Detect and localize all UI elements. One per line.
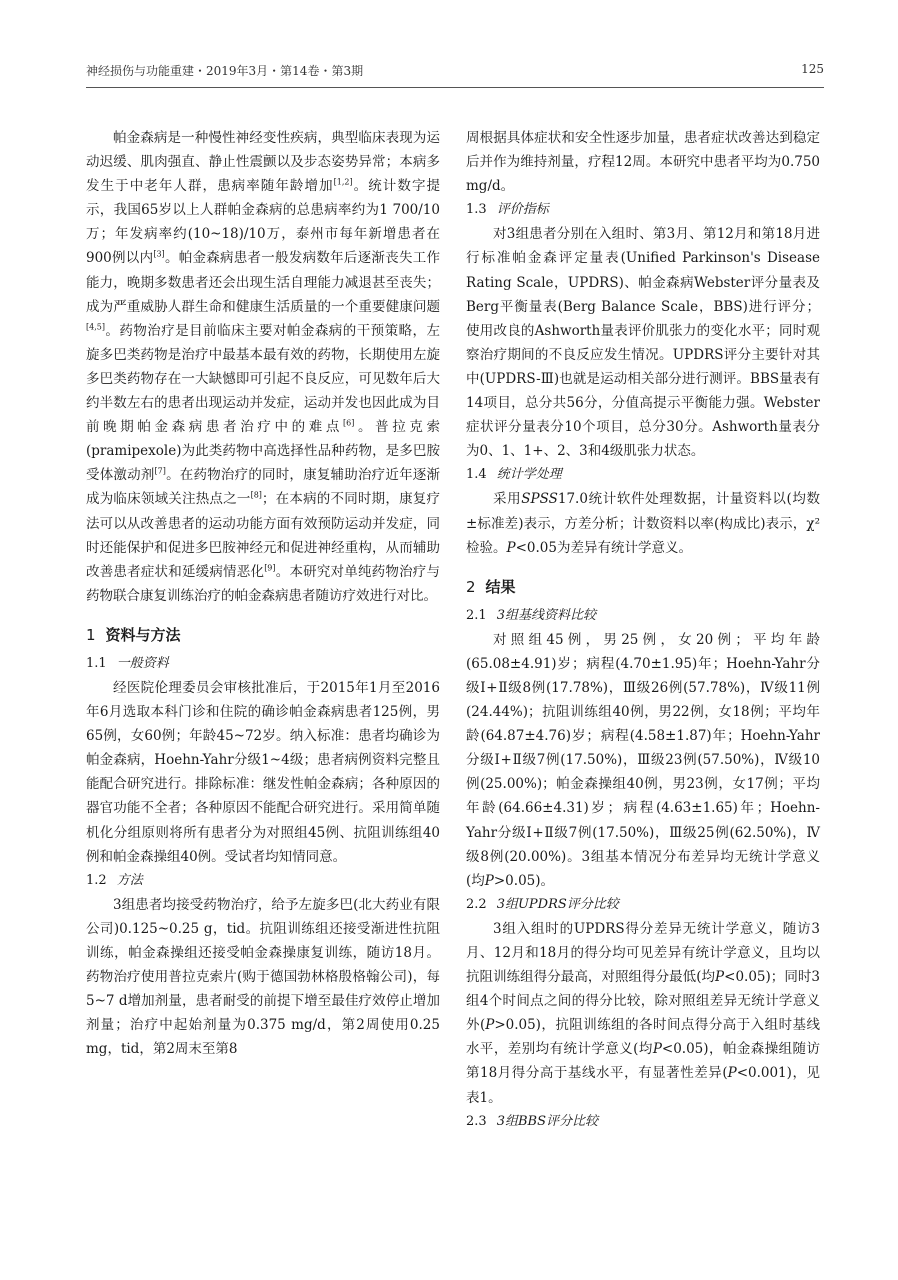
citation-8: [8] [250, 490, 262, 500]
general-data-paragraph: 经医院伦理委员会审核批准后，于2015年1月至2016年6月选取本科门诊和住院的确诊帕金森病患者125例，男65例，女60例；年龄45~72岁。纳入标准：患者均确诊为帕金森病，Hoehn-Yahr分级1~4级；患者病例资料完整且能配合研究进行。排除标准：继发性帕金森病；各种原因的器官功能不全者；各种原因不能配合研究进行。采用简单随机化分组原则将所有患者分为对照组45例、抗阻训练组40例和帕金森操组40例。受试者均知情同意。 [86, 679, 440, 865]
updrs-text-4: <0.05)，帕金森操组随访第18月得分高于基线水平，有显著性差异( [466, 1041, 820, 1082]
section-number: 2 [466, 577, 476, 596]
section-heading-methods [86, 623, 440, 647]
intro-text-7: ；在本病的不同时期，康复疗法可以从改善患者的运动功能方面有效预防运动并发症，同时还能保护和促进多巴胺神经元和促进神经重构，从而辅助改善患者症状和延缓病情恶化 [86, 491, 440, 580]
header-rule [86, 87, 824, 88]
section-title: 资料与方法 [105, 625, 181, 644]
intro-text-6: 。在药物治疗的同时，康复辅助治疗近年逐渐成为临床领域关注热点之一 [86, 467, 440, 508]
stats-text-3: <0.05为差异有统计学意义。 [515, 539, 692, 556]
citation-7: [7] [154, 466, 166, 476]
updrs-text-3: >0.05)，抗阻训练组的各时间点得分高于入组时基线水平，差别均有统计学意义(均 [466, 1017, 820, 1058]
subsection-number: 1.4 [466, 467, 487, 483]
baseline-text-1: 对照组45例，男25例，女20例；平均年龄(65.08±4.91)岁；病程(4.70±1.95)年；Hoehn-Yahr分级Ⅰ+Ⅱ级8例(17.78%)，Ⅲ级26例(57.78%)，Ⅳ级11例(24.44%)；抗阻训练组40例，男22例，女18例；平均年龄(64.87±4.76)岁；病程(4.58±1.87)年；Hoehn-Yahr分级Ⅰ+Ⅱ级7例(17.50%)，Ⅲ级23例(57.50%)，Ⅳ级10例(25.00%)；帕金森操组40例，男23例，女17例；平均年龄(64.66±4.31)岁；病程(4.63±1.65)年；Hoehn-Yahr分级Ⅰ+Ⅱ级7例(17.50%)，Ⅲ级25例(62.50%)，Ⅳ级8例(20.00%)。3组基本情况分布差异均无统计学意义(均 [466, 631, 820, 889]
section-title: 结果 [485, 577, 516, 596]
p-symbol: P [727, 1065, 737, 1082]
subsection-title: 统计学处理 [496, 467, 562, 483]
baseline-text-2: >0.05)。 [493, 872, 555, 889]
left-column [86, 126, 440, 1061]
citation-3: [3] [153, 249, 165, 259]
journal-running-title: 神经损伤与功能重建・2019年3月・第14卷・第3期 [86, 64, 364, 78]
software-name: SPSS [521, 491, 558, 508]
p-symbol: P [506, 539, 516, 556]
p-symbol: P [652, 1041, 662, 1058]
subsection-heading-statistics [466, 463, 820, 487]
subsection-title: 3组UPDRS评分比较 [496, 896, 619, 912]
statistics-paragraph [466, 487, 820, 559]
updrs-paragraph [466, 917, 820, 1110]
intro-text-3: 。帕金森病患者一般发病数年后逐渐丧失工作能力，晚期多数患者还会出现生活自理能力减退甚至丧失；成为严重威胁人群生命和健康生活质量的一个重要健康问题 [86, 250, 440, 315]
subsection-title: 方法 [116, 872, 143, 888]
p-symbol: P [715, 969, 725, 986]
citation-6: [6] [343, 418, 355, 428]
updrs-text-2: <0.05)；同时3组4个时间点之间的得分比较，除对照组差异无统计学意义外( [466, 969, 820, 1034]
subsection-number: 2.1 [466, 607, 487, 623]
citation-4-5: [4,5] [86, 322, 105, 332]
intro-text-2: 。统计数字提示，我国65岁以上人群帕金森病的总患病率约为1 700/10万；年发病率约(10~18)/10万，泰州市每年新增患者在900例以内 [86, 178, 441, 267]
section-heading-results [466, 575, 820, 599]
citation-9: [9] [264, 563, 276, 573]
intro-text-5: 。普拉克索(pramipexole)为此类药物中高选择性品种药物，是多巴胺受体激动剂 [86, 419, 441, 484]
subsection-heading-baseline [466, 604, 820, 628]
subsection-heading-methods [86, 869, 440, 893]
subsection-heading-general [86, 652, 440, 676]
subsection-title: 3组BBS评分比较 [496, 1113, 598, 1129]
subsection-title: 评价指标 [496, 202, 549, 218]
right-column [466, 126, 820, 1134]
subsection-number: 2.2 [466, 896, 487, 912]
intro-text-4: 。药物治疗是目前临床主要对帕金森病的干预策略，左旋多巴类药物是治疗中最基本最有效的药物，长期使用左旋多巴类药物存在一大缺憾即可引起不良反应，可见数年后大约半数左右的患者出现运动并发症，运动并发也因此成为目前晚期帕金森病患者治疗中的难点 [86, 322, 440, 436]
updrs-text-1: 3组入组时的UPDRS得分差异无统计学意义，随访3月、12月和18月的得分均可见差异有统计学意义，且均以抗阻训练组得分最高，对照组得分最低(均 [466, 920, 820, 986]
stats-text-2: 17.0统计软件处理数据，计量资料以(均数±标准差)表示，方差分析；计数资料以率(构成比)表示，χ²检验。 [466, 491, 821, 556]
intro-text-1: 帕金森病是一种慢性神经变性疾病，典型临床表现为运动迟缓、肌肉强直、静止性震颤以及步态姿势异常；本病多发生于中老年人群，患病率随年龄增加 [86, 130, 440, 195]
subsection-number: 1.3 [466, 202, 487, 218]
citation-1: [1,2] [333, 177, 353, 187]
stats-text-1: 采用 [493, 491, 522, 508]
page-number: 125 [801, 62, 824, 76]
indicators-paragraph: 对3组患者分别在入组时、第3月、第12月和第18月进行标准帕金森评定量表(Unified Parkinson's Disease Rating Scale，UPDRS)、帕金森病Webster评分量表及Berg平衡量表(Berg Balance Scale，BBS)进行评分；使用改良的Ashworth量表评价肌张力的变化水平；同时观察治疗期间的不良反应发生情况。UPDRS评分主要针对其中(UPDRS-Ⅲ)也就是运动相关部分进行测评。BBS量表有14项目，总分共56分，分值高提示平衡能力强。Webster症状评分量表分10个项目，总分30分。Ashworth量表分为0、1、1+、2、3和4级肌张力状态。 [466, 226, 820, 460]
subsection-heading-updrs [466, 893, 820, 917]
methods-continued-paragraph: 周根据具体症状和安全性逐步加量，患者症状改善达到稳定后并作为维持剂量，疗程12周。本研究中患者平均为0.750 mg/d。 [466, 130, 820, 195]
subsection-number: 2.3 [466, 1113, 487, 1129]
intro-paragraph [86, 126, 440, 608]
subsection-heading-bbs [466, 1110, 820, 1134]
baseline-paragraph [466, 628, 820, 893]
updrs-text-5: <0.001)，见表1。 [466, 1065, 820, 1106]
section-number: 1 [86, 625, 96, 644]
intro-text-8: 。本研究对单纯药物治疗与药物联合康复训练治疗的帕金森病患者随访疗效进行对比。 [86, 563, 441, 604]
methods-paragraph: 3组患者均接受药物治疗，给予左旋多巴(北大药业有限公司)0.125~0.25 g，tid。抗阻训练组还接受渐进性抗阻训练，帕金森操组还接受帕金森操康复训练，随访18月。药物治疗使用普拉克索片(购于德国勃林格殷格翰公司)，每5~7 d增加剂量，患者耐受的前提下增至最佳疗效停止增加剂量；治疗中起始剂量为0.375 mg/d，第2周使用0.25 mg，tid，第2周末至第8 [86, 896, 440, 1058]
subsection-number: 1.1 [86, 655, 107, 671]
subsection-title: 一般资料 [116, 655, 169, 671]
p-symbol: P [485, 1017, 495, 1034]
subsection-heading-indicators [466, 198, 820, 222]
p-symbol: P [484, 872, 494, 889]
subsection-number: 1.2 [86, 872, 107, 888]
subsection-title: 3组基线资料比较 [496, 607, 596, 623]
